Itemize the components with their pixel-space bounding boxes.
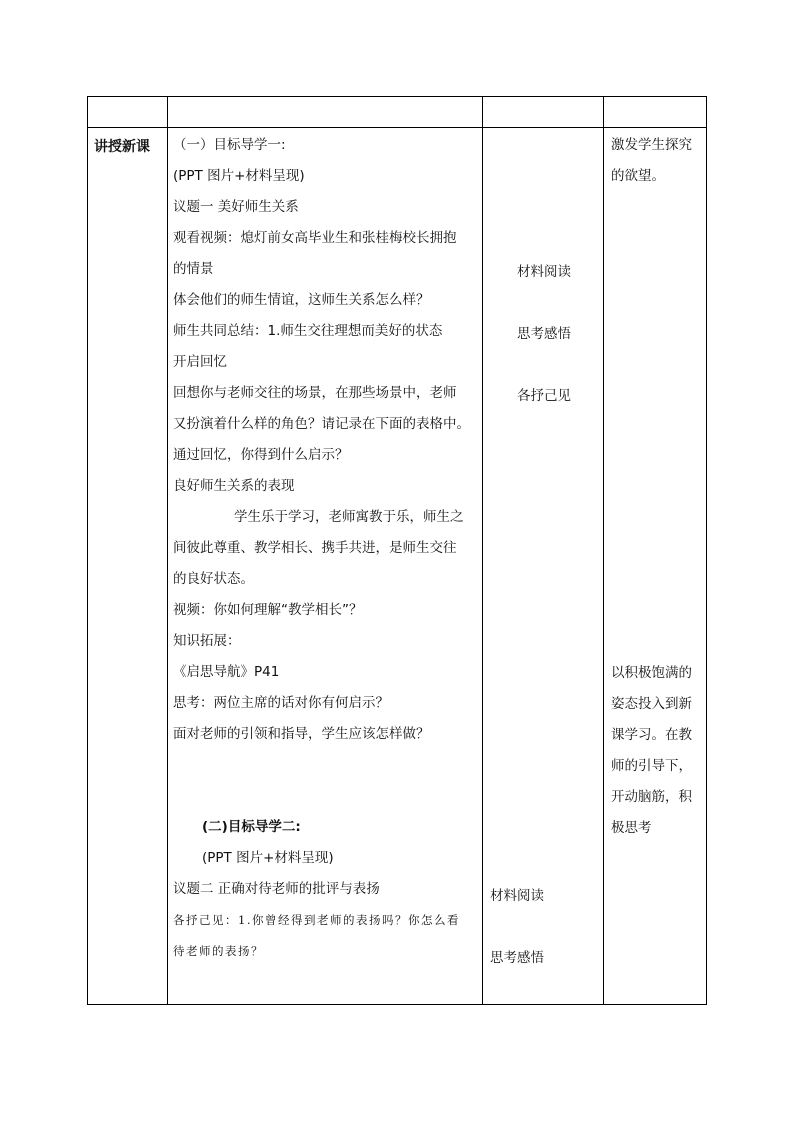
teaching-content-cell xyxy=(168,128,483,1005)
note-line: 以积极饱满的 xyxy=(611,665,692,681)
note-line: 的欲望。 xyxy=(611,168,665,184)
content-line: 良好师生关系的表现 xyxy=(173,478,295,494)
content-line: 开启回忆 xyxy=(173,354,227,370)
design-intent-cell xyxy=(604,128,707,1005)
header-cell-3 xyxy=(483,97,604,128)
blank-line xyxy=(168,750,482,781)
content-line: 又扮演着什么样的角色？请记录在下面的表格中。 xyxy=(173,416,470,432)
design-note xyxy=(611,658,702,844)
content-line: 回想你与老师交往的场景，在那些场景中，老师 xyxy=(173,385,457,401)
content-line: 面对老师的引领和指导，学生应该怎样做？ xyxy=(173,726,430,742)
note-line: 激发学生探究 xyxy=(611,137,692,153)
activity-label: 各抒己见 xyxy=(517,388,571,404)
note-line: 课学习。在教 xyxy=(611,727,692,743)
section-label-cell xyxy=(88,128,168,1005)
header-row xyxy=(88,97,707,128)
blank-line xyxy=(168,781,482,812)
content-line: 观看视频：熄灯前女高毕业生和张桂梅校长拥抱 xyxy=(173,230,457,246)
content-line: 视频：你如何理解“教学相长”？ xyxy=(173,602,363,618)
activity-label: 材料阅读 xyxy=(517,264,571,280)
teaching-row xyxy=(88,128,707,1005)
section-label: 讲授新课 xyxy=(94,139,150,155)
design-note xyxy=(611,130,702,192)
lesson-plan-table xyxy=(87,96,707,1005)
content-line: （一）目标导学一: xyxy=(173,137,286,153)
content-line: 体会他们的师生情谊，这师生关系怎么样？ xyxy=(173,292,430,308)
content-line: 议题一 美好师生关系 xyxy=(173,199,299,215)
content-line: (二)目标导学二: xyxy=(202,819,301,835)
header-cell-4 xyxy=(604,97,707,128)
content-line: 师生共同总结：1.师生交往理想而美好的状态 xyxy=(173,323,443,339)
content-line: 思考：两位主席的话对你有何启示？ xyxy=(173,695,389,711)
note-line: 开动脑筋，积 xyxy=(611,789,692,805)
content-line: 《启思导航》P41 xyxy=(173,664,280,680)
content-line: 间彼此尊重、教学相长、携手共进，是师生交往 xyxy=(173,540,457,556)
note-line: 师的引导下， xyxy=(611,758,692,774)
activity-label: 思考感悟 xyxy=(517,326,571,342)
activity-label: 材料阅读 xyxy=(490,888,544,904)
content-line: 待老师的表扬？ xyxy=(173,944,264,958)
content-line: 议题二 正确对待老师的批评与表扬 xyxy=(173,881,380,897)
content-line: 学生乐于学习，老师寓教于乐，师生之 xyxy=(234,509,464,525)
content-line: (PPT 图片+材料呈现) xyxy=(173,168,305,184)
content-line: 知识拓展： xyxy=(173,633,241,649)
header-cell-1 xyxy=(88,97,168,128)
note-line: 姿态投入到新 xyxy=(611,696,692,712)
student-activity-cell xyxy=(483,128,604,1005)
content-line: 各抒己见：1.你曾经得到老师的表扬吗？你怎么看 xyxy=(173,913,460,927)
content-line: (PPT 图片+材料呈现) xyxy=(202,850,334,866)
note-line: 极思考 xyxy=(611,820,652,836)
content-line: 通过回忆，你得到什么启示？ xyxy=(173,447,349,463)
content-line: 的情景 xyxy=(173,261,214,277)
header-cell-2 xyxy=(168,97,483,128)
activity-label: 思考感悟 xyxy=(490,950,544,966)
content-line: 的良好状态。 xyxy=(173,571,254,587)
